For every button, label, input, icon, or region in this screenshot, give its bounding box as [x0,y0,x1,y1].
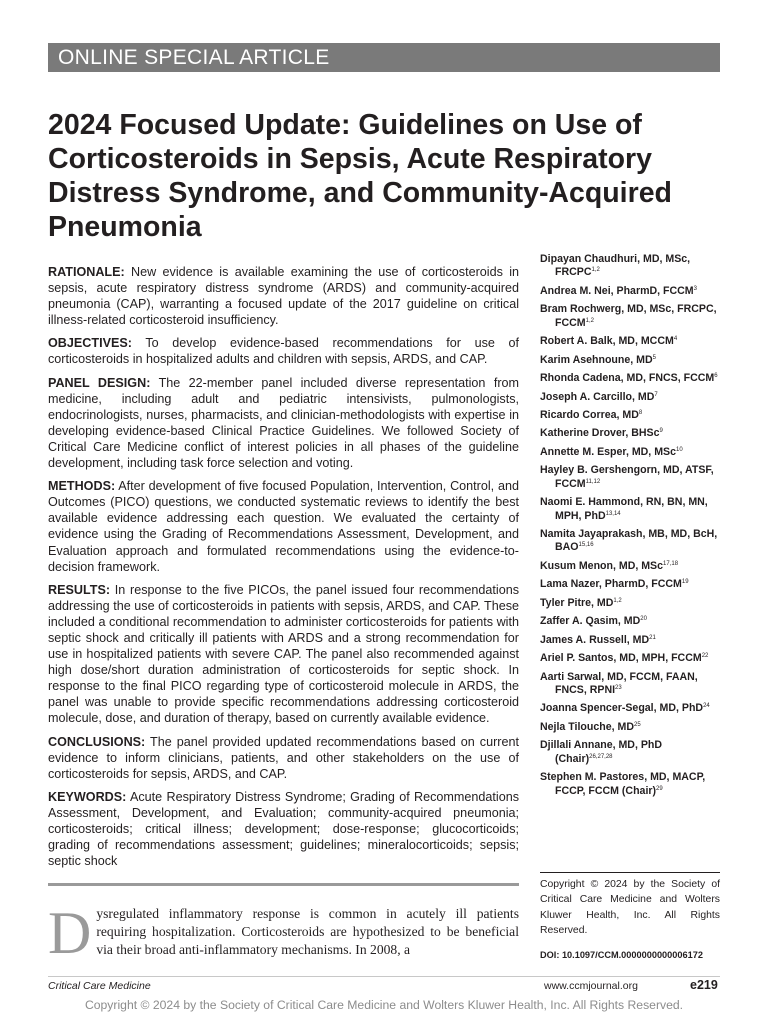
author [540,634,722,647]
author-name: Aarti Sarwal, MD, FCCM, FAAN, FNCS, RPNI [540,670,698,696]
drop-cap: D [48,900,92,966]
author [540,578,722,591]
author-name: Annette M. Esper, MD, MSc [540,445,676,458]
author [540,391,722,404]
author-name: Rhonda Cadena, MD, FNCS, FCCM [540,372,715,385]
doi-link[interactable]: DOI: 10.1097/CCM.0000000000006172 [540,950,703,960]
author-affiliation: 25 [634,721,641,728]
author [540,496,722,523]
author-name: Katherine Drover, BHSc [540,427,660,440]
body-intro-paragraph [48,900,519,966]
objectives-text: To develop evidence-based recommendations for use of corticosteroids in hospitalized adults and children with sepsis, ARDS, and CAP. [48,336,519,367]
author-affiliation: 29 [656,785,663,792]
author-affiliation: 26,27,28 [589,753,613,760]
author [540,721,722,734]
abstract-keywords [48,789,519,869]
abstract [48,264,519,876]
author-name: Karim Asehnoune, MD [540,353,653,366]
results-label: RESULTS: [48,582,111,597]
author-name: Zaffer A. Qasim, MD [540,615,641,628]
author [540,652,722,665]
author-affiliation: 20 [640,616,647,623]
keywords-text: Acute Respiratory Distress Syndrome; Grading of Recommendations Assessment, Development, and Evaluation; community-acquired pneumonia; corticosteroids; critical illness; development; dose-response; glucocorticoids; grading of recommendations assessment; guidelines; mineralocorticoids; sepsis; septic shock [48,789,519,869]
author-name: Joanna Spencer-Segal, MD, PhD [540,702,704,715]
author [540,560,722,573]
author-name: Bram Rochwerg, MD, MSc, FRCPC, FCCM [540,303,717,329]
abstract-conclusions [48,734,519,782]
author-name: Hayley B. Gershengorn, MD, ATSF, FCCM [540,464,714,490]
author [540,464,722,491]
author-name: Kusum Menon, MD, MSc [540,559,664,572]
author-affiliation: 23 [615,684,622,691]
author [540,285,722,298]
author-affiliation: 17,18 [663,560,679,567]
author [540,372,722,385]
conclusions-label: CONCLUSIONS: [48,734,146,749]
author-affiliation: 10 [675,446,683,453]
rationale-label: RATIONALE: [48,265,125,279]
author [540,427,722,440]
author-affiliation: 6 [714,373,718,380]
copyright-watermark: Copyright © 2024 by the Society of Critical Care Medicine and Wolters Kluwer Health, Inc. All Rights Reserved. [84,998,684,1012]
methods-text: After development of five focused Population, Intervention, Control, and Outcomes (PICO) questions, we conducted systematic reviews to identify the best available evidence addressing each question. We evaluated the certainty of evidence using the Grading of Recommendations Assessment, Development, and Evaluation approach and formulated recommendations using the evidence-to-decision framework. [48,479,519,574]
author-name: James A. Russell, MD [540,633,650,646]
author [540,303,722,330]
rationale-text: New evidence is available examining the use of corticosteroids in sepsis, acute respiratory distress syndrome (ARDS) and community-acquired pneumonia (CAP), warranting a focused update of the 2017 guideline on critical illness-related corticosteroid insufficiency. [48,265,519,328]
author [540,597,722,610]
author-name: Andrea M. Nei, PharmD, FCCM [540,284,694,297]
author [540,446,722,459]
author [540,253,722,280]
author [540,771,722,798]
author-affiliation: 19 [681,579,689,586]
author-affiliation: 3 [693,285,697,292]
author-affiliation: 1,2 [585,317,594,324]
author-name: Djillali Annane, MD, PhD (Chair) [540,739,663,765]
author-name: Robert A. Balk, MD, MCCM [540,335,674,348]
author-name: Namita Jayaprakash, MB, MD, BcH, BAO [540,528,718,554]
author-affiliation: 7 [654,391,658,398]
author-affiliation: 15,16 [578,542,594,549]
objectives-label: OBJECTIVES: [48,336,132,351]
author-name: Joseph A. Carcillo, MD [540,390,655,403]
author-name: Tyler Pitre, MD [540,596,614,609]
article-type-banner: ONLINE SPECIAL ARTICLE [48,43,720,72]
abstract-methods [48,478,519,575]
author [540,739,722,766]
abstract-bottom-rule [48,883,519,886]
sidebar-copyright: Copyright © 2024 by the Society of Critical Care Medicine and Wolters Kluwer Health, Inc. All Rights Reserved. [540,879,720,937]
author-name: Lama Nazer, PharmD, FCCM [540,578,682,591]
conclusions-text: The panel provided updated recommendations based on current evidence to inform clinicians, patients, and other stakeholders on the use of corticosteroids for sepsis, ARDS, and CAP. [48,734,519,781]
author-affiliation: 21 [649,634,656,641]
panel-design-text: The 22-member panel included diverse representation from medicine, including adult and pediatric intensivists, pulmonologists, endocrinologists, nurses, pharmacists, and clinician-methodologists with expertise in developing evidence-based Clinical Practice Guidelines. We followed Society of Critical Care Medicine conflict of interest policies in all phases of the guideline development, including task force selection and voting. [48,375,520,471]
abstract-panel-design [48,375,519,472]
author-affiliation: 24 [703,703,710,710]
abstract-objectives [48,335,519,367]
body-intro-text: ysregulated inflammatory response is common in acutely ill patients requiring hospitalization. Corticosteroids are hypothesized to be beneficial via their broad anti-inflammatory mechanisms. In 2008, a [96,906,519,957]
abstract-rationale [48,264,519,328]
results-text: In response to the five PICOs, the panel issued four recommendations addressing the use of corticosteroids in patients with sepsis, ARDS, and CAP. These included a conditional recommendation to administer corticosteroids for patients with septic shock and critically ill patients with ARDS and a strong recommendation for use in hospitalized patients with severe CAP. The panel also recommended against high dose/short duration administration of corticosteroids for septic shock. In response to the final PICO regarding type of corticosteroid molecule in ARDS, the panel was unable to provide specific recommendations addressing corticosteroid molecule, dose, and duration of therapy, based on currently available evidence. [48,582,520,726]
author [540,354,722,367]
author-affiliation: 13,14 [605,510,621,517]
author-affiliation: 4 [673,336,678,343]
abstract-results [48,582,519,727]
author-affiliation: 1,2 [591,267,600,274]
author [540,409,722,422]
keywords-label: KEYWORDS: [48,789,127,804]
author-list [540,253,722,803]
author-affiliation: 5 [652,354,656,361]
author-name: Naomi E. Hammond, RN, BN, MN, MPH, PhD [540,496,708,522]
panel-design-label: PANEL DESIGN: [48,375,151,390]
sidebar-rule [540,872,720,873]
author-affiliation: 1,2 [613,597,622,604]
author-name: Nejla Tilouche, MD [540,720,634,733]
author [540,335,722,348]
author [540,528,722,555]
author-name: Dipayan Chaudhuri, MD, MSc, FRCPC [540,253,691,279]
author [540,615,722,628]
author-affiliation: 22 [701,653,709,660]
journal-name: Critical Care Medicine [48,980,151,992]
author-name: Ricardo Correa, MD [540,408,639,421]
article-title: 2024 Focused Update: Guidelines on Use of Corticosteroids in Sepsis, Acute Respiratory Distress Syndrome, and Community-Acquired Pneumonia [48,109,672,243]
author-name: Ariel P. Santos, MD, MPH, FCCM [540,652,702,665]
methods-label: METHODS: [48,479,116,494]
author-name: Stephen M. Pastores, MD, MACP, FCCP, FCCM (Chair) [540,771,706,797]
author-affiliation: 9 [659,428,663,435]
author-affiliation: 8 [638,409,643,416]
page-number: e219 [690,978,718,992]
author [540,702,722,715]
author [540,671,722,698]
footer-rule [48,976,720,977]
journal-website-link[interactable]: www.ccmjournal.org [544,980,638,992]
author-affiliation: 11,12 [585,478,601,485]
